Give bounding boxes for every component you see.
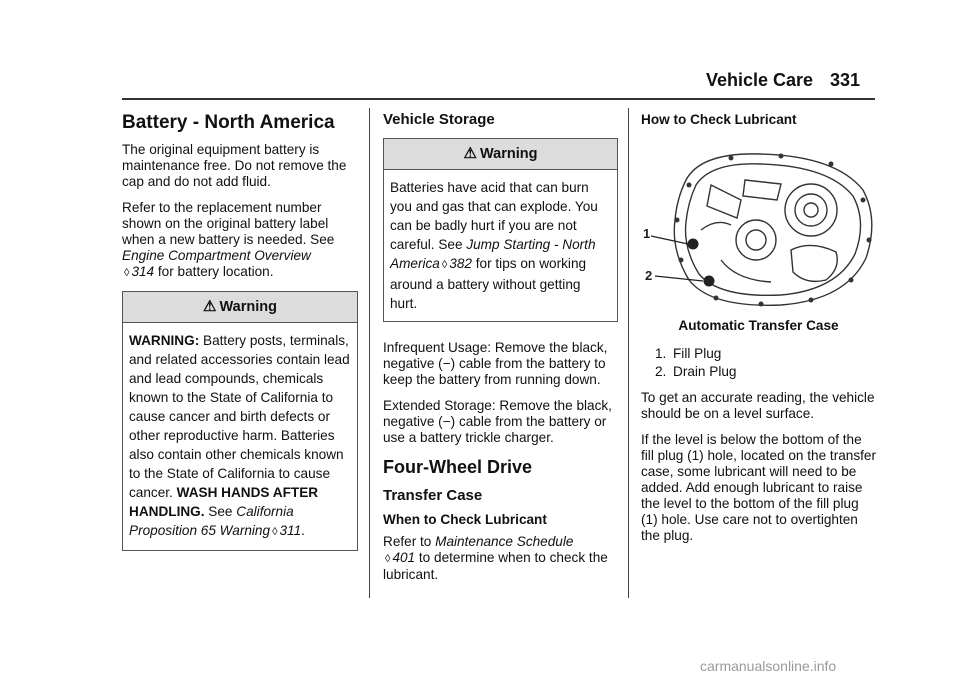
prop65-page[interactable]: 311 [279,523,302,538]
warning-text: Batteries have acid that can burn you and gas that can explode. You can be badly hurt if you are not careful. See [390,180,598,252]
column-divider-1 [369,108,370,598]
column-3 [641,108,876,554]
infrequent-usage-paragraph: Infrequent Usage: Remove the black, negative (−) cable from the battery to keep the battery from running down. [383,340,608,387]
warning-see: See [204,504,237,519]
drain-plug [704,276,715,287]
warning-end: for tips on working around a battery without getting hurt. [390,256,587,311]
wash-hands-text: WASH HANDS AFTER HANDLING. [129,485,319,519]
level-surface-paragraph: To get an accurate reading, the vehicle should be on a level surface. [641,390,875,421]
diamond-xref-icon: ◊ [441,259,448,271]
warning-lead: WARNING: [129,333,200,348]
jump-starting-page[interactable]: 382 [449,256,472,271]
warning-icon: ⚠ [463,145,477,162]
four-wheel-drive-heading: Four-Wheel Drive [383,457,533,477]
maintenance-schedule-page[interactable]: 401 [392,550,416,565]
watermark: carmanualsonline.info [700,658,837,674]
warning-icon: ⚠ [203,298,217,315]
how-to-check-heading: How to Check Lubricant [641,112,797,127]
diamond-xref-icon: ◊ [124,267,130,279]
battery-paragraph-1: The original equipment battery is maintenance free. Do not remove the cap and do not add fluid. [122,142,347,189]
list-text: Fill Plug [673,346,722,361]
engine-compartment-link[interactable]: Engine Compartment Overview [122,248,311,263]
engine-compartment-page[interactable]: 314 [131,264,155,279]
fill-level-paragraph: If the level is below the bottom of the fill plug (1) hole, located on the transfer case, some lubricant will need to be added. Add enough lubricant to raise the level to the bottom of the fill plug (1) hole. Use care not to overtighten the plug. [641,432,877,543]
diagram-label-1: 1 [643,226,651,241]
refer-text: Refer to [383,534,436,549]
transfer-case-diagram [641,140,876,310]
diamond-xref-icon: ◊ [385,553,391,565]
refer-paragraph [383,534,618,583]
battery-warning-box [122,291,358,551]
column-divider-2 [628,108,629,598]
battery-paragraph-2 [122,200,358,281]
warning-title: Warning [219,299,277,315]
diagram-caption: Automatic Transfer Case [678,318,839,333]
diamond-xref-icon: ◊ [272,526,278,538]
plug-list [641,346,876,380]
page-header [680,70,875,96]
refer-end: to determine when to check the lubricant. [383,550,608,582]
transfer-case-heading: Transfer Case [383,487,483,504]
list-item [655,346,876,362]
list-number: 2. [655,364,667,379]
warning-header [384,139,617,170]
jump-starting-link[interactable]: Jump Starting - North America [390,237,596,271]
list-text: Drain Plug [673,364,737,379]
fill-plug [688,239,699,250]
warning-header [123,292,357,323]
list-item [655,364,876,380]
diagram-label-2: 2 [645,268,653,283]
list-number: 1. [655,346,667,361]
column-1 [122,108,358,551]
warning-title: Warning [479,146,538,162]
battery-heading: Battery - North America [122,112,335,133]
prop65-link[interactable]: California Proposition 65 Warning [129,504,294,538]
storage-warning-box [383,138,618,322]
warning-text: Battery posts, terminals, and related accessories contain lead and lead compounds, chemicals known to the State of California to cause cancer and birth defects or other reproductive harm. Batteries also contain other chemicals known to the State of California to cause cancer. [129,333,350,500]
header-rule [122,98,875,100]
battery-p2-text: Refer to the replacement number shown on the original battery label when a new battery is needed. See [122,200,335,247]
vehicle-storage-heading: Vehicle Storage [383,111,495,128]
warning-end: . [301,523,305,538]
section-title: Vehicle Care [706,70,814,90]
page-number: 331 [830,70,861,90]
warning-body [384,170,617,321]
battery-p2-end: for battery location. [154,264,274,279]
column-2 [383,108,618,593]
maintenance-schedule-link[interactable]: Maintenance Schedule [435,534,574,549]
extended-storage-paragraph: Extended Storage: Remove the black, negative (−) cable from the battery or use a battery trickle charger. [383,398,612,445]
when-to-check-heading: When to Check Lubricant [383,512,547,527]
warning-body [123,323,357,550]
